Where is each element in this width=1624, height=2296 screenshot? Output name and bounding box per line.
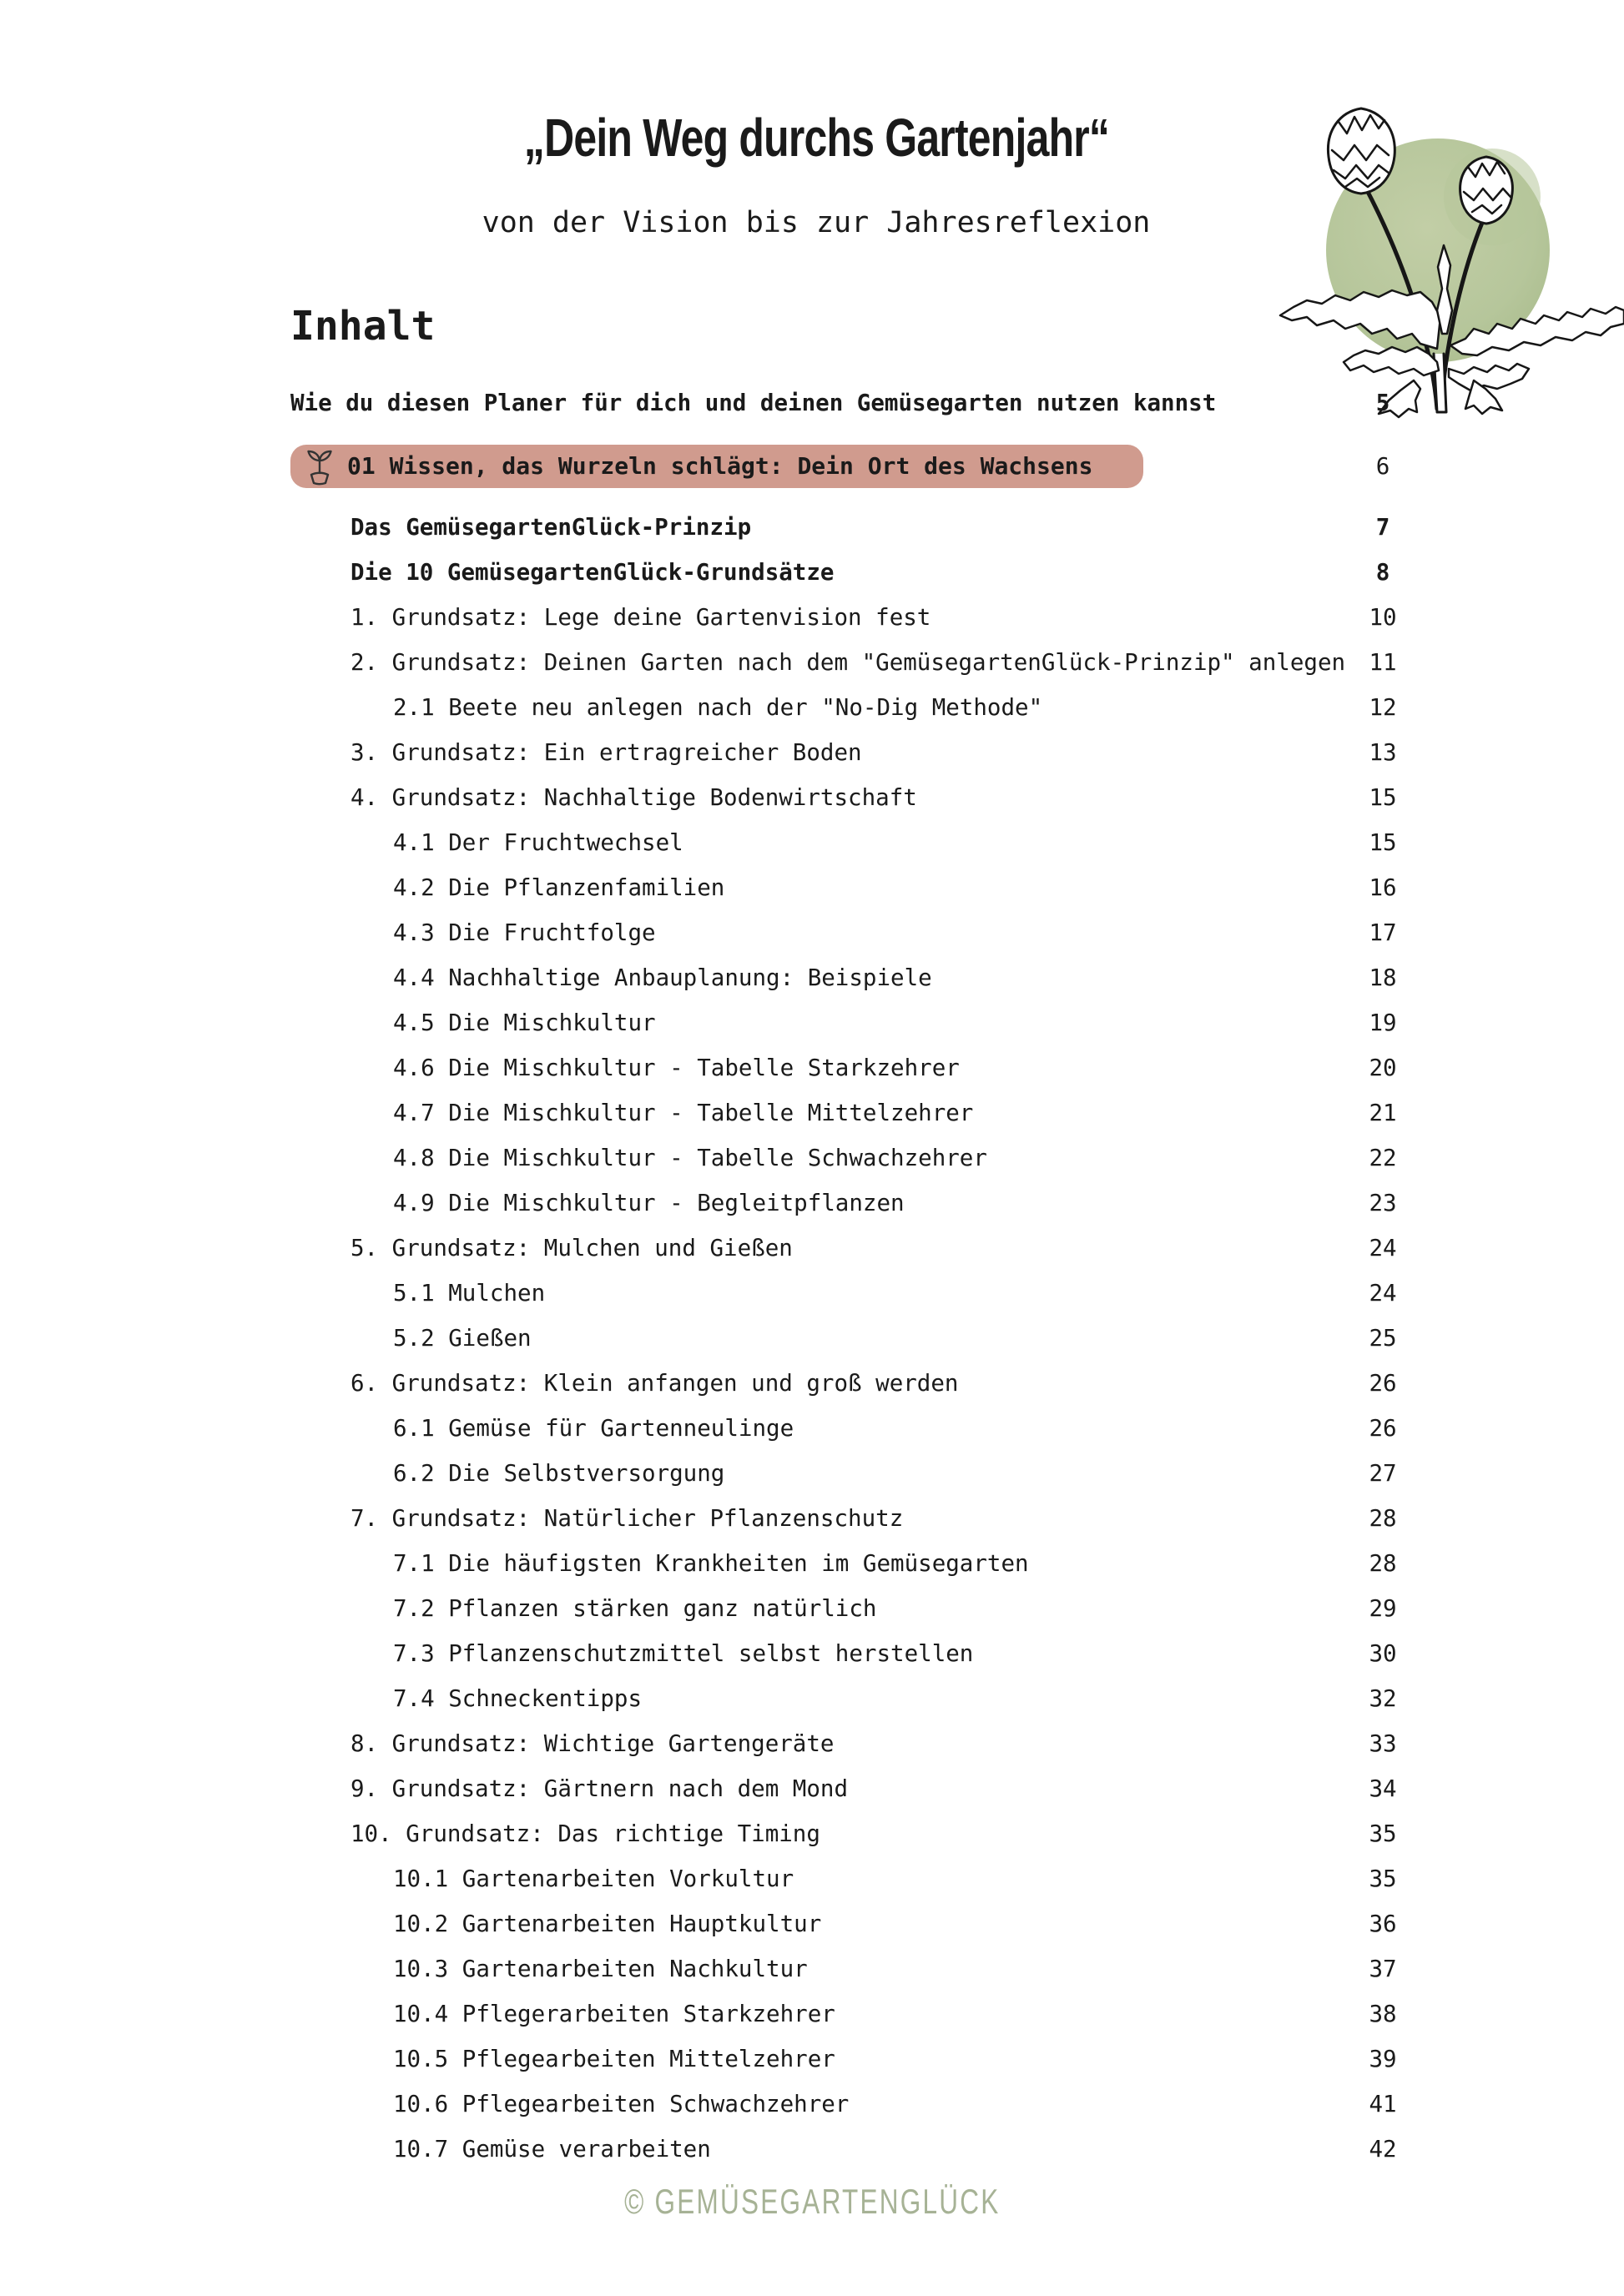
toc-entry-label: 4.3 Die Fruchtfolge — [393, 919, 656, 946]
toc-entry[interactable] — [290, 1631, 1412, 1676]
toc-entry-label: 10.1 Gartenarbeiten Vorkultur — [393, 1866, 794, 1892]
toc-entry[interactable] — [290, 955, 1412, 1000]
toc-entry-page: 19 — [1369, 1010, 1397, 1036]
toc-entry-label: 10.6 Pflegearbeiten Schwachzehrer — [393, 2091, 850, 2117]
toc-entry-label: 2.1 Beete neu anlegen nach der "No-Dig Methode" — [393, 694, 1043, 721]
toc-entry[interactable] — [290, 1361, 1412, 1406]
toc-entry[interactable] — [290, 865, 1412, 910]
toc-entry-label: 10.3 Gartenarbeiten Nachkultur — [393, 1956, 808, 1982]
toc-entry-page: 24 — [1369, 1235, 1397, 1261]
toc-entry[interactable] — [290, 1316, 1412, 1361]
toc-entry-label: 5.2 Gießen — [393, 1325, 532, 1352]
toc-entry-label: 4.9 Die Mischkultur - Begleitpflanzen — [393, 1190, 905, 1216]
toc-entry-page: 39 — [1369, 2046, 1397, 2072]
toc-entry-page: 34 — [1369, 1775, 1397, 1802]
toc-entry-page: 35 — [1369, 1820, 1397, 1847]
toc-entry-label: 10.2 Gartenarbeiten Hauptkultur — [393, 1911, 822, 1937]
seedling-icon — [303, 447, 336, 486]
toc-entry-page: 10 — [1369, 604, 1397, 631]
toc-entry-label: 6.2 Die Selbstversorgung — [393, 1460, 725, 1487]
toc-entry-page: 37 — [1369, 1956, 1397, 1982]
toc-entry-page: 27 — [1369, 1460, 1397, 1487]
toc-entry-label: 7.3 Pflanzenschutzmittel selbst herstellen — [393, 1640, 974, 1667]
toc-section-page: 6 — [1375, 453, 1390, 480]
toc-entry-label: Die 10 GemüsegartenGlück-Grundsätze — [351, 559, 835, 586]
toc-entry[interactable] — [290, 595, 1412, 640]
toc-entry-page: 25 — [1369, 1325, 1397, 1352]
toc-entry-label: 4.6 Die Mischkultur - Tabelle Starkzehrer — [393, 1055, 960, 1081]
toc-entry-label: 3. Grundsatz: Ein ertragreicher Boden — [351, 739, 862, 766]
toc-entry-label: 6.1 Gemüse für Gartenneulinge — [393, 1415, 794, 1442]
toc-entry-page: 12 — [1369, 694, 1397, 721]
toc-entry-label: 7.2 Pflanzen stärken ganz natürlich — [393, 1595, 877, 1622]
toc-entry-page: 28 — [1369, 1505, 1397, 1532]
toc-entry-page: 28 — [1369, 1550, 1397, 1577]
toc-entry[interactable] — [290, 1271, 1412, 1316]
toc-entry-label: 4.1 Der Fruchtwechsel — [393, 829, 683, 856]
document-title: „Dein Weg durchs Gartenjahr“ — [523, 108, 1109, 168]
toc-entry-page: 15 — [1369, 784, 1397, 811]
toc-entry-page: 35 — [1369, 1866, 1397, 1892]
toc-entry[interactable] — [290, 685, 1412, 730]
toc-entry-label: 4.7 Die Mischkultur - Tabelle Mittelzehrer — [393, 1100, 974, 1126]
document-subtitle: von der Vision bis zur Jahresreflexion — [482, 206, 1151, 239]
toc-intro-page: 5 — [1375, 390, 1390, 416]
toc-entry-label: 4.4 Nachhaltige Anbauplanung: Beispiele — [393, 964, 932, 991]
toc-entry-page: 20 — [1369, 1055, 1397, 1081]
toc-entry-label: 8. Grundsatz: Wichtige Gartengeräte — [351, 1730, 835, 1757]
toc-entry[interactable] — [290, 1045, 1412, 1090]
toc-entry[interactable] — [290, 550, 1412, 595]
toc-entry-label: 10. Grundsatz: Das richtige Timing — [351, 1820, 820, 1847]
toc-entry-label: 7.1 Die häufigsten Krankheiten im Gemüsegarten — [393, 1550, 1029, 1577]
toc-entry[interactable] — [290, 775, 1412, 820]
toc-entry-page: 24 — [1369, 1280, 1397, 1307]
toc-entry[interactable] — [290, 1991, 1412, 2037]
toc-entry-page: 26 — [1369, 1415, 1397, 1442]
toc-entry-label: 2. Grundsatz: Deinen Garten nach dem "GemüsegartenGlück-Prinzip" anlegen — [351, 649, 1346, 676]
toc-entry-label: 4. Grundsatz: Nachhaltige Bodenwirtschaft — [351, 784, 917, 811]
toc-entry-label: 9. Grundsatz: Gärtnern nach dem Mond — [351, 1775, 849, 1802]
toc-entry-label: 6. Grundsatz: Klein anfangen und groß werden — [351, 1370, 959, 1397]
toc-entry-label: 4.2 Die Pflanzenfamilien — [393, 874, 725, 901]
toc-entry-page: 23 — [1369, 1190, 1397, 1216]
toc-entry-page: 29 — [1369, 1595, 1397, 1622]
toc-entry-page: 18 — [1369, 964, 1397, 991]
toc-entry-page: 11 — [1369, 649, 1397, 676]
toc-entry-page: 41 — [1369, 2091, 1397, 2117]
toc-entry[interactable] — [290, 1000, 1412, 1045]
toc-section-row[interactable] — [290, 445, 1412, 488]
toc-entry[interactable] — [290, 820, 1412, 865]
toc-entry-page: 36 — [1369, 1911, 1397, 1937]
toc-entry[interactable] — [290, 1901, 1412, 1946]
toc-entry[interactable] — [290, 2037, 1412, 2082]
toc-entry[interactable] — [290, 1811, 1412, 1856]
toc-entry[interactable] — [290, 1451, 1412, 1496]
toc-entry[interactable] — [290, 1090, 1412, 1135]
toc-entry-page: 7 — [1375, 514, 1390, 541]
toc-entry-page: 16 — [1369, 874, 1397, 901]
toc-entry-page: 30 — [1369, 1640, 1397, 1667]
toc-entry[interactable] — [290, 1586, 1412, 1631]
toc-entry-page: 26 — [1369, 1370, 1397, 1397]
toc-entry-page: 32 — [1369, 1685, 1397, 1712]
toc-entry[interactable] — [290, 1406, 1412, 1451]
toc-entry[interactable] — [290, 730, 1412, 775]
toc-entry[interactable] — [290, 1181, 1412, 1226]
toc-entry-page: 22 — [1369, 1145, 1397, 1171]
toc-entry-label: 10.4 Pflegerarbeiten Starkzehrer — [393, 2001, 835, 2027]
toc-entry[interactable] — [290, 1946, 1412, 1991]
toc-entry-page: 8 — [1375, 559, 1390, 586]
toc-entry[interactable] — [290, 1135, 1412, 1181]
toc-entry-label: 5.1 Mulchen — [393, 1280, 546, 1307]
toc-entry-label: 4.8 Die Mischkultur - Tabelle Schwachzehrer — [393, 1145, 987, 1171]
toc-entry-label: 4.5 Die Mischkultur — [393, 1010, 656, 1036]
toc-entry-page: 33 — [1369, 1730, 1397, 1757]
toc-entry[interactable] — [290, 1721, 1412, 1766]
toc-entry-label: 5. Grundsatz: Mulchen und Gießen — [351, 1235, 793, 1261]
toc-entry[interactable] — [290, 1856, 1412, 1901]
toc-entry[interactable] — [290, 1766, 1412, 1811]
toc-entry[interactable] — [290, 1541, 1412, 1586]
toc-entry-label: 7. Grundsatz: Natürlicher Pflanzenschutz — [351, 1505, 904, 1532]
footer-brand: © GEMÜSEGARTENGLÜCK — [623, 2182, 1001, 2221]
toc-entry-label: 10.5 Pflegearbeiten Mittelzehrer — [393, 2046, 835, 2072]
toc-entry-label: Das GemüsegartenGlück-Prinzip — [351, 514, 752, 541]
toc-entry[interactable] — [290, 1226, 1412, 1271]
toc-entry-label: 7.4 Schneckentipps — [393, 1685, 643, 1712]
toc-entries — [290, 505, 1412, 2172]
toc-entry-label: 10.7 Gemüse verarbeiten — [393, 2136, 711, 2163]
toc-entry[interactable] — [290, 910, 1412, 955]
section-01-pill[interactable] — [290, 445, 1143, 488]
section-01-label: 01 Wissen, das Wurzeln schlägt: Dein Ort des Wachsens — [347, 451, 1093, 480]
toc-entry[interactable] — [290, 640, 1412, 685]
toc-entry-label: 1. Grundsatz: Lege deine Gartenvision fest — [351, 604, 931, 631]
toc-entry[interactable] — [290, 2127, 1412, 2172]
toc-entry[interactable] — [290, 1676, 1412, 1721]
toc-entry[interactable] — [290, 1496, 1412, 1541]
toc-entry-page: 38 — [1369, 2001, 1397, 2027]
toc-entry-page: 21 — [1369, 1100, 1397, 1126]
toc-entry[interactable] — [290, 2082, 1412, 2127]
toc-intro-label: Wie du diesen Planer für dich und deinen Gemüsegarten nutzen kannst — [290, 390, 1217, 416]
toc-entry-page: 17 — [1369, 919, 1397, 946]
toc-entry-page: 15 — [1369, 829, 1397, 856]
toc-entry[interactable] — [290, 505, 1412, 550]
toc-entry-page: 13 — [1369, 739, 1397, 766]
toc-intro-row[interactable] — [290, 385, 1412, 421]
toc-heading: Inhalt — [290, 303, 436, 350]
toc-entry-page: 42 — [1369, 2136, 1397, 2163]
